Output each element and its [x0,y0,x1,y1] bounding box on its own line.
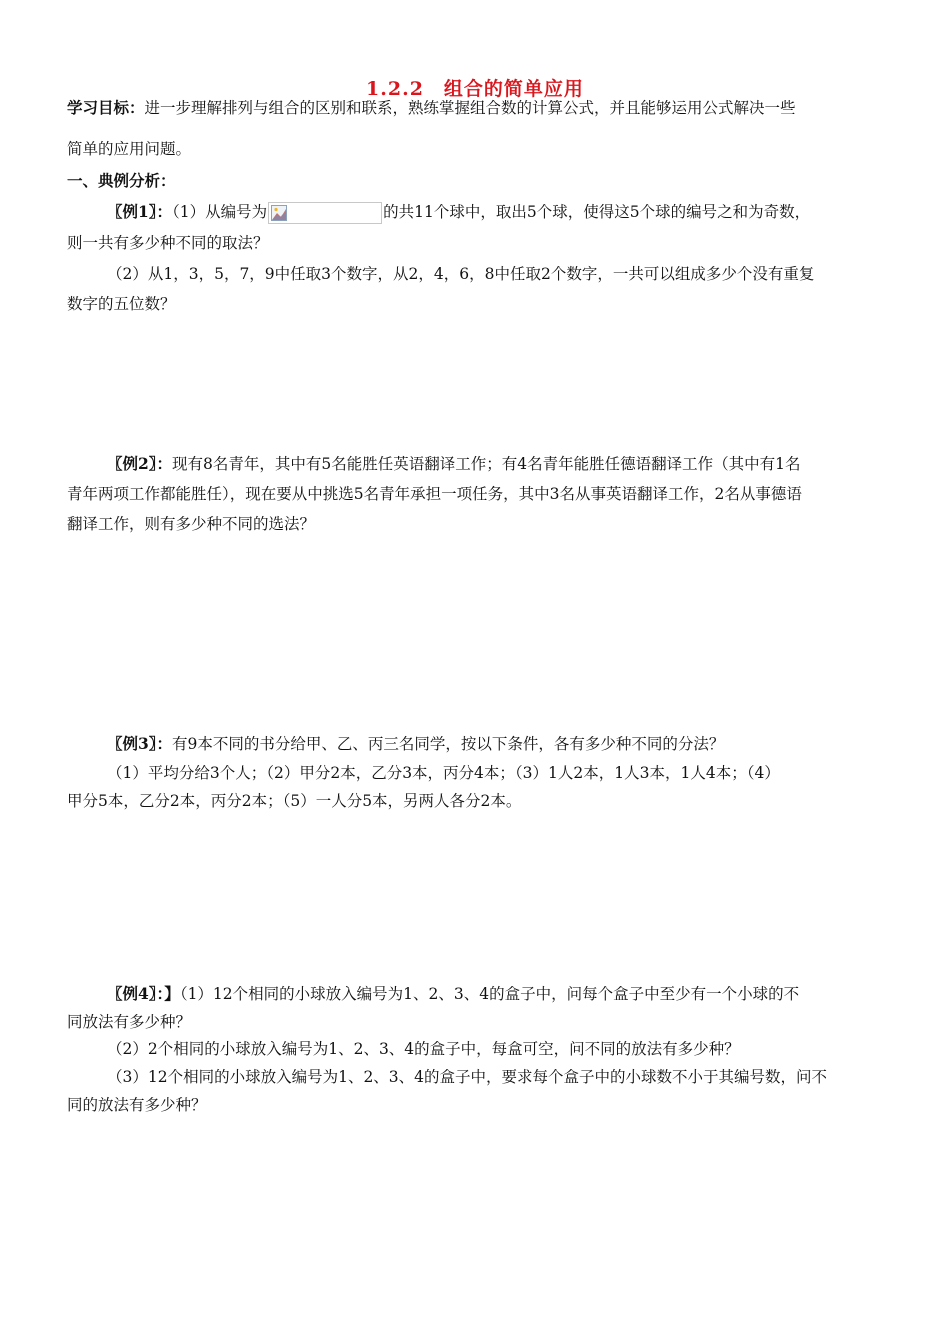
example-2-text-1: 现有8名青年，其中有5名能胜任英语翻译工作；有4名青年能胜任德语翻译工作（其中有1名 [172,455,801,473]
example-1-text-post: 的共11个球中，取出5个球，使得这5个球的编号之和为奇数， [383,203,811,221]
section-heading: 一、典例分析： [67,171,176,190]
example-1-part-2-line-1: （2）从1，3，5，7，9中任取3个数字，从2，4，6，8中任取2个数字，一共可以组成多少个没有重复 [107,265,815,283]
objective-label: 学习目标： [67,98,145,117]
missing-image-placeholder [268,202,382,224]
broken-image-icon [271,205,287,221]
page-title: 1.2.2 组合的简单应用 [366,78,584,100]
example-4-line-1 [107,983,887,1005]
example-3-line-3: 甲分5本，乙分2本，丙分2本；（5）一人分5本，另两人各分2本。 [67,792,522,810]
example-1-line-1 [107,201,887,224]
example-4-bracket: 】 [164,984,180,1003]
example-4-line-3: （2）2个相同的小球放入编号为1、2、3、4的盒子中，每盒可空，问不同的放法有多少种？ [107,1040,740,1058]
example-3-text-1: 有9本不同的书分给甲、乙、丙三名同学，按以下条件，各有多少种不同的分法？ [172,735,725,753]
objective-line-1 [67,97,887,119]
example-3-line-2: （1）平均分给3个人；（2）甲分2本，乙分3本，丙分4本；（3）1人2本，1人3本，1人4本；（4） [107,764,780,782]
example-1-part-2-line-2: 数字的五位数？ [67,295,176,313]
objective-text-1: 进一步理解排列与组合的区别和联系，熟练掌握组合数的计算公式，并且能够运用公式解决一些 [144,99,796,117]
example-1-label: 〖例1〗： [107,202,173,221]
example-4-text-1: （1）12个相同的小球放入编号为1、2、3、4的盒子中，问每个盒子中至少有一个小球的不 [179,985,800,1003]
example-4-line-2: 同放法有多少种？ [67,1013,192,1031]
example-2-line-3: 翻译工作，则有多少种不同的选法？ [67,515,316,533]
example-1-line-2: 则一共有多少种不同的取法？ [67,234,269,252]
example-2-line-1 [107,453,887,475]
objective-line-2: 简单的应用问题。 [67,140,192,158]
example-4-label: 〖例4〗： [107,984,165,1003]
example-4-line-5: 同的放法有多少种？ [67,1096,207,1114]
example-2-line-2: 青年两项工作都能胜任），现在要从中挑选5名青年承担一项任务，其中3名从事英语翻译工作，2名从事德语 [67,485,802,503]
example-4-line-4: （3）12个相同的小球放入编号为1、2、3、4的盒子中，要求每个盒子中的小球数不小于其编号数，问不 [107,1068,828,1086]
example-2-label: 〖例2〗： [107,454,173,473]
example-1-text-pre: （1）从编号为 [172,203,268,221]
example-3-label: 〖例3〗： [107,734,173,753]
example-3-line-1 [107,733,887,755]
